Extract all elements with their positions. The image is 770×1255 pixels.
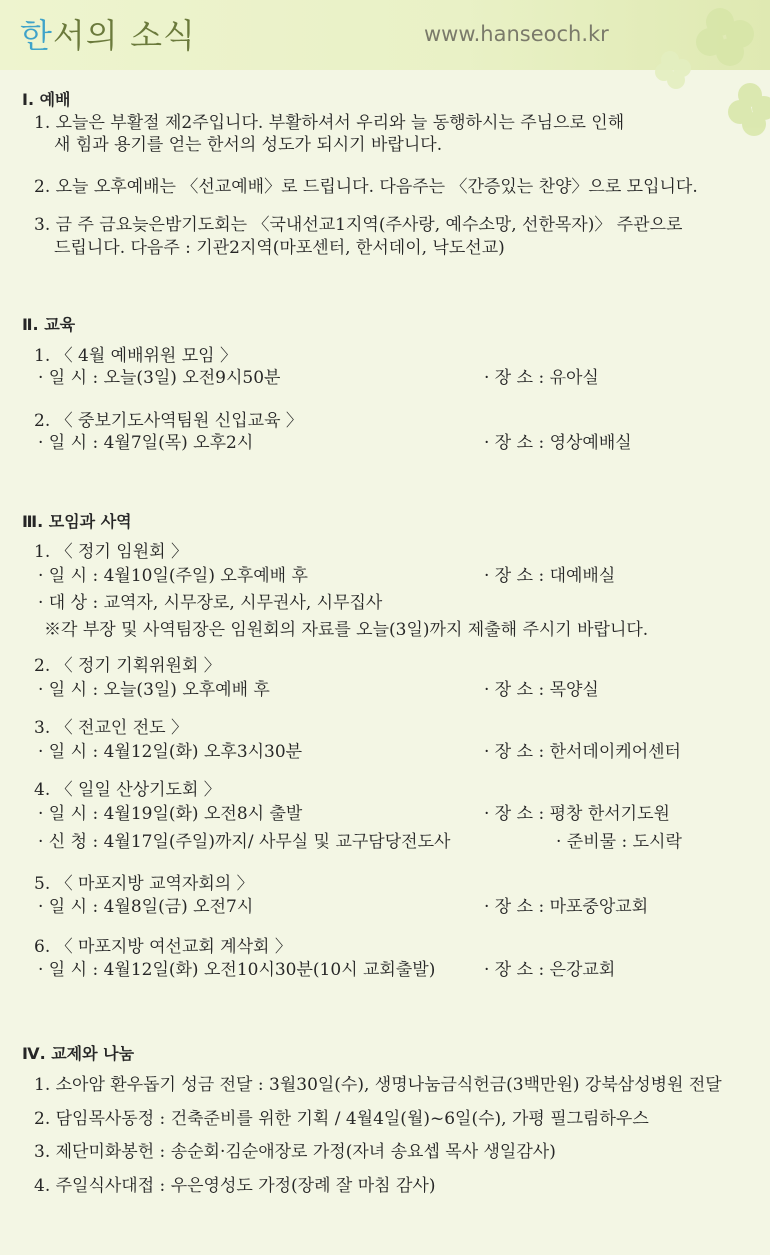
text-line: 1. 소아암 환우돕기 성금 전달 : 3월30일(수), 생명나눔금식헌금(3백만원) 강북삼성병원 전달 bbox=[34, 1075, 722, 1095]
text-line: · 일 시 : 4월7일(목) 오후2시 bbox=[38, 433, 254, 453]
text-line: 3. 금 주 금요늦은밤기도회는 〈국내선교1지역(주사랑, 예수소망, 선한목자)〉 주관으로 bbox=[34, 215, 683, 235]
text-line: · 장 소 : 한서데이케어센터 bbox=[484, 742, 681, 762]
text-line: · 장 소 : 대예배실 bbox=[484, 566, 616, 586]
section-heading: Ⅱ. 교육 bbox=[22, 315, 76, 334]
text-line: 1. 오늘은 부활절 제2주입니다. 부활하셔서 우리와 늘 동행하시는 주님으로 인해 bbox=[34, 113, 625, 133]
text-line: 3. 〈 전교인 전도 〉 bbox=[34, 718, 188, 738]
text-line: 2. 오늘 오후예배는 〈선교예배〉로 드립니다. 다음주는 〈간증있는 찬양〉으로 모입니다. bbox=[34, 177, 698, 197]
text-line: · 준비물 : 도시락 bbox=[556, 832, 682, 852]
section-heading: Ⅰ. 예배 bbox=[22, 90, 71, 109]
text-line: 3. 제단미화봉헌 : 송순회·김순애장로 가정(자녀 송요셉 목사 생일감사) bbox=[34, 1142, 556, 1162]
text-line: 4. 〈 일일 산상기도회 〉 bbox=[34, 780, 221, 800]
text-line: · 대 상 : 교역자, 시무장로, 시무권사, 시무집사 bbox=[38, 593, 383, 613]
section-heading: Ⅲ. 모임과 사역 bbox=[22, 512, 132, 531]
newsletter-title bbox=[20, 10, 196, 57]
text-line: 새 힘과 용기를 얻는 한서의 성도가 되시기 바랍니다. bbox=[54, 135, 443, 155]
text-line: 6. 〈 마포지방 여선교회 계삭회 〉 bbox=[34, 937, 292, 957]
clover-decoration-icon bbox=[650, 0, 770, 150]
text-line: 2. 〈 중보기도사역팀원 신입교육 〉 bbox=[34, 411, 303, 431]
text-line: 2. 〈 정기 기획위원회 〉 bbox=[34, 656, 221, 676]
text-line: 5. 〈 마포지방 교역자회의 〉 bbox=[34, 874, 254, 894]
text-line: · 일 시 : 4월8일(금) 오전7시 bbox=[38, 897, 254, 917]
text-line: · 장 소 : 마포중앙교회 bbox=[484, 897, 649, 917]
text-line: · 신 청 : 4월17일(주일)까지/ 사무실 및 교구담당전도사 bbox=[38, 832, 451, 852]
text-line: · 일 시 : 4월12일(화) 오후3시30분 bbox=[38, 742, 303, 762]
text-line: · 장 소 : 평창 한서기도원 bbox=[484, 804, 670, 824]
title-part1: 한 bbox=[20, 16, 53, 55]
text-line: · 일 시 : 4월10일(주일) 오후예배 후 bbox=[38, 566, 308, 586]
title-part2: 서의 소식 bbox=[52, 16, 196, 55]
text-line: · 일 시 : 오늘(3일) 오후예배 후 bbox=[38, 680, 270, 700]
text-line: 4. 주일식사대접 : 우은영성도 가정(장례 잘 마침 감사) bbox=[34, 1176, 436, 1196]
text-line: 1. 〈 4월 예배위원 모임 〉 bbox=[34, 346, 238, 366]
text-line: · 일 시 : 4월12일(화) 오전10시30분(10시 교회출발) bbox=[38, 960, 436, 980]
text-line: 1. 〈 정기 임원회 〉 bbox=[34, 542, 188, 562]
text-line: · 일 시 : 오늘(3일) 오전9시50분 bbox=[38, 368, 281, 388]
text-line: ※각 부장 및 사역팀장은 임원회의 자료를 오늘(3일)까지 제출해 주시기 바랍니다. bbox=[44, 620, 649, 640]
text-line: 2. 담임목사동정 : 건축준비를 위한 기획 / 4월4일(월)~6일(수), 가평 필그림하우스 bbox=[34, 1109, 649, 1129]
text-line: · 장 소 : 영상예배실 bbox=[484, 433, 632, 453]
website-url[interactable]: www.hanseoch.kr bbox=[424, 22, 609, 46]
text-line: 드립니다. 다음주 : 기관2지역(마포센터, 한서데이, 낙도선교) bbox=[54, 238, 505, 258]
text-line: · 장 소 : 목양실 bbox=[484, 680, 599, 700]
text-line: · 일 시 : 4월19일(화) 오전8시 출발 bbox=[38, 804, 303, 824]
text-line: · 장 소 : 유아실 bbox=[484, 368, 599, 388]
section-heading: Ⅳ. 교제와 나눔 bbox=[22, 1044, 135, 1063]
text-line: · 장 소 : 은강교회 bbox=[484, 960, 616, 980]
